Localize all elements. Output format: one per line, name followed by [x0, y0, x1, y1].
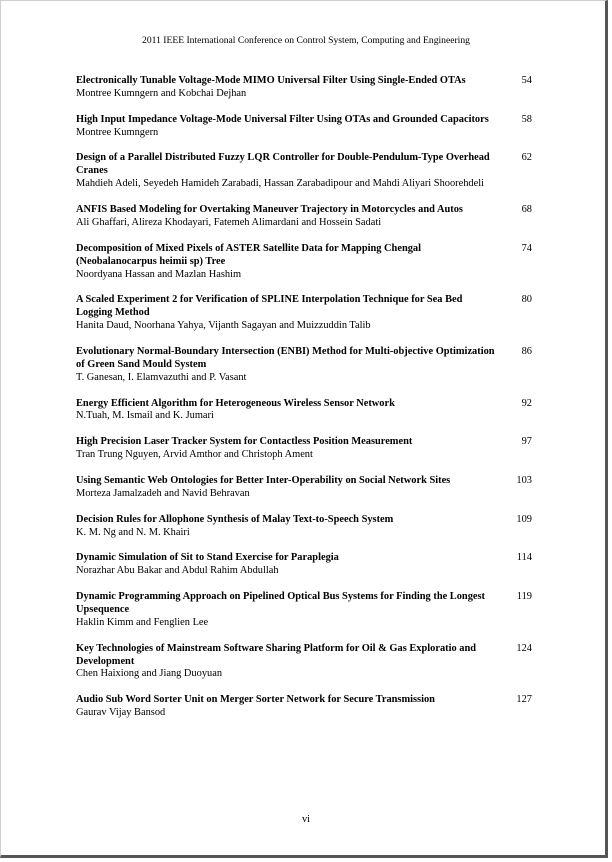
- toc-entry-title: Dynamic Programming Approach on Pipelined Optical Bus Systems for Finding the Longest Upsequence: [76, 591, 486, 615]
- toc-entry-title: Dynamic Simulation of Sit to Stand Exercise for Paraplegia: [76, 552, 339, 564]
- table-of-contents: [76, 75, 532, 733]
- toc-entry-authors: Ali Ghaffari, Alireza Khodayari, Fatemeh Alimardani and Hossein Sadati: [76, 216, 382, 228]
- toc-entry-authors: Tran Trung Nguyen, Arvid Amthor and Christoph Ament: [76, 449, 313, 461]
- toc-entry-authors: Norazhar Abu Bakar and Abdul Rahim Abdullah: [76, 565, 279, 577]
- toc-entry-page-number: 54: [521, 75, 532, 86]
- toc-entry-title: Decomposition of Mixed Pixels of ASTER Satellite Data for Mapping Chengal (Neobalanocarpus heimii sp) Tree: [76, 242, 422, 267]
- page-number: vi: [301, 814, 311, 825]
- toc-entry-page-number: 119: [516, 591, 532, 603]
- toc-entry-page-number: 58: [521, 113, 532, 125]
- toc-entry-authors: N.Tuah, M. Ismail and K. Jumari: [76, 410, 214, 422]
- toc-entry[interactable]: [76, 346, 532, 385]
- toc-entry[interactable]: [76, 243, 532, 282]
- toc-entry-page-number: 103: [516, 474, 532, 486]
- toc-entry[interactable]: [76, 552, 532, 578]
- toc-entry-authors: T. Ganesan, I. Elamvazuthi and P. Vasant: [76, 371, 247, 383]
- toc-entry-page-number: 114: [516, 552, 532, 564]
- toc-entry-page-number: 109: [516, 513, 532, 525]
- toc-entry[interactable]: [76, 152, 532, 191]
- toc-entry[interactable]: [76, 591, 532, 630]
- toc-entry-page-number: 86: [521, 345, 532, 357]
- toc-entry-title: A Scaled Experiment 2 for Verification of SPLINE Interpolation Technique for Sea Bed Logging Method: [76, 294, 463, 319]
- toc-entry-page-number: 74: [521, 242, 532, 254]
- toc-entry[interactable]: [76, 475, 532, 501]
- toc-entry-authors: K. M. Ng and N. M. Khairi: [76, 526, 190, 538]
- toc-entry-page-number: 80: [521, 294, 532, 306]
- toc-entry[interactable]: [76, 398, 532, 424]
- toc-entry-title: Audio Sub Word Sorter Unit on Merger Sorter Network for Secure Transmission: [76, 694, 435, 706]
- toc-entry-page-number: 124: [516, 642, 532, 654]
- toc-entry-title: Using Semantic Web Ontologies for Better Inter-Operability on Social Network Sites: [76, 474, 451, 486]
- toc-entry-title: Energy Efficient Algorithm for Heterogeneous Wireless Sensor Network: [76, 397, 395, 409]
- toc-entry-title: Evolutionary Normal-Boundary Intersection (ENBI) Method for Multi-objective Optimization of Green Sand Mould System: [76, 345, 495, 370]
- toc-entry[interactable]: [76, 643, 532, 682]
- toc-entry[interactable]: [76, 514, 532, 540]
- toc-entry[interactable]: [76, 75, 532, 101]
- toc-entry-authors: Mahdieh Adeli, Seyedeh Hamideh Zarabadi, Hassan Zarabadipour and Mahdi Aliyari Shoorehdeli: [76, 178, 485, 190]
- toc-entry-page-number: 92: [521, 397, 532, 409]
- toc-entry-title: ANFIS Based Modeling for Overtaking Maneuver Trajectory in Motorcycles and Autos: [76, 204, 463, 216]
- toc-entry-authors: Montree Kumngern and Kobchai Dejhan: [76, 87, 247, 99]
- toc-entry-page-number: 97: [521, 436, 532, 448]
- toc-entry-authors: Montree Kumngern: [76, 126, 159, 138]
- toc-entry-title: Design of a Parallel Distributed Fuzzy LQR Controller for Double-Pendulum-Type Overhead Cranes: [76, 152, 490, 177]
- toc-entry-title: High Precision Laser Tracker System for Contactless Position Measurement: [76, 436, 413, 448]
- toc-entry-authors: Chen Haixiong and Jiang Duoyuan: [76, 668, 223, 680]
- toc-entry-title: Decision Rules for Allophone Synthesis of Malay Text-to-Speech System: [76, 513, 394, 525]
- toc-entry[interactable]: [76, 694, 532, 720]
- toc-entry[interactable]: [76, 436, 532, 462]
- toc-entry-title: Electronically Tunable Voltage-Mode MIMO Universal Filter Using Single-Ended OTAs: [76, 75, 466, 86]
- running-header: 2011 IEEE International Conference on Control System, Computing and Engineering: [142, 35, 470, 46]
- toc-entry[interactable]: [76, 294, 532, 333]
- toc-entry-authors: Haklin Kimm and Fenglien Lee: [76, 616, 209, 628]
- toc-entry-page-number: 68: [521, 204, 532, 216]
- toc-entry-page-number: 127: [516, 694, 532, 706]
- toc-entry[interactable]: [76, 114, 532, 140]
- toc-entry-authors: Morteza Jamalzadeh and Navid Behravan: [76, 487, 250, 499]
- toc-entry[interactable]: [76, 204, 532, 230]
- toc-entry-authors: Noordyana Hassan and Mazlan Hashim: [76, 268, 242, 280]
- toc-entry-authors: Gaurav Vijay Bansod: [76, 707, 166, 719]
- toc-entry-title: Key Technologies of Mainstream Software Sharing Platform for Oil & Gas Exploratio and Development: [76, 642, 477, 667]
- toc-entry-authors: Hanita Daud, Noorhana Yahya, Vijanth Sagayan and Muizzuddin Talib: [76, 320, 371, 332]
- toc-entry-title: High Input Impedance Voltage-Mode Universal Filter Using OTAs and Grounded Capacitors: [76, 113, 489, 125]
- toc-entry-page-number: 62: [521, 152, 532, 164]
